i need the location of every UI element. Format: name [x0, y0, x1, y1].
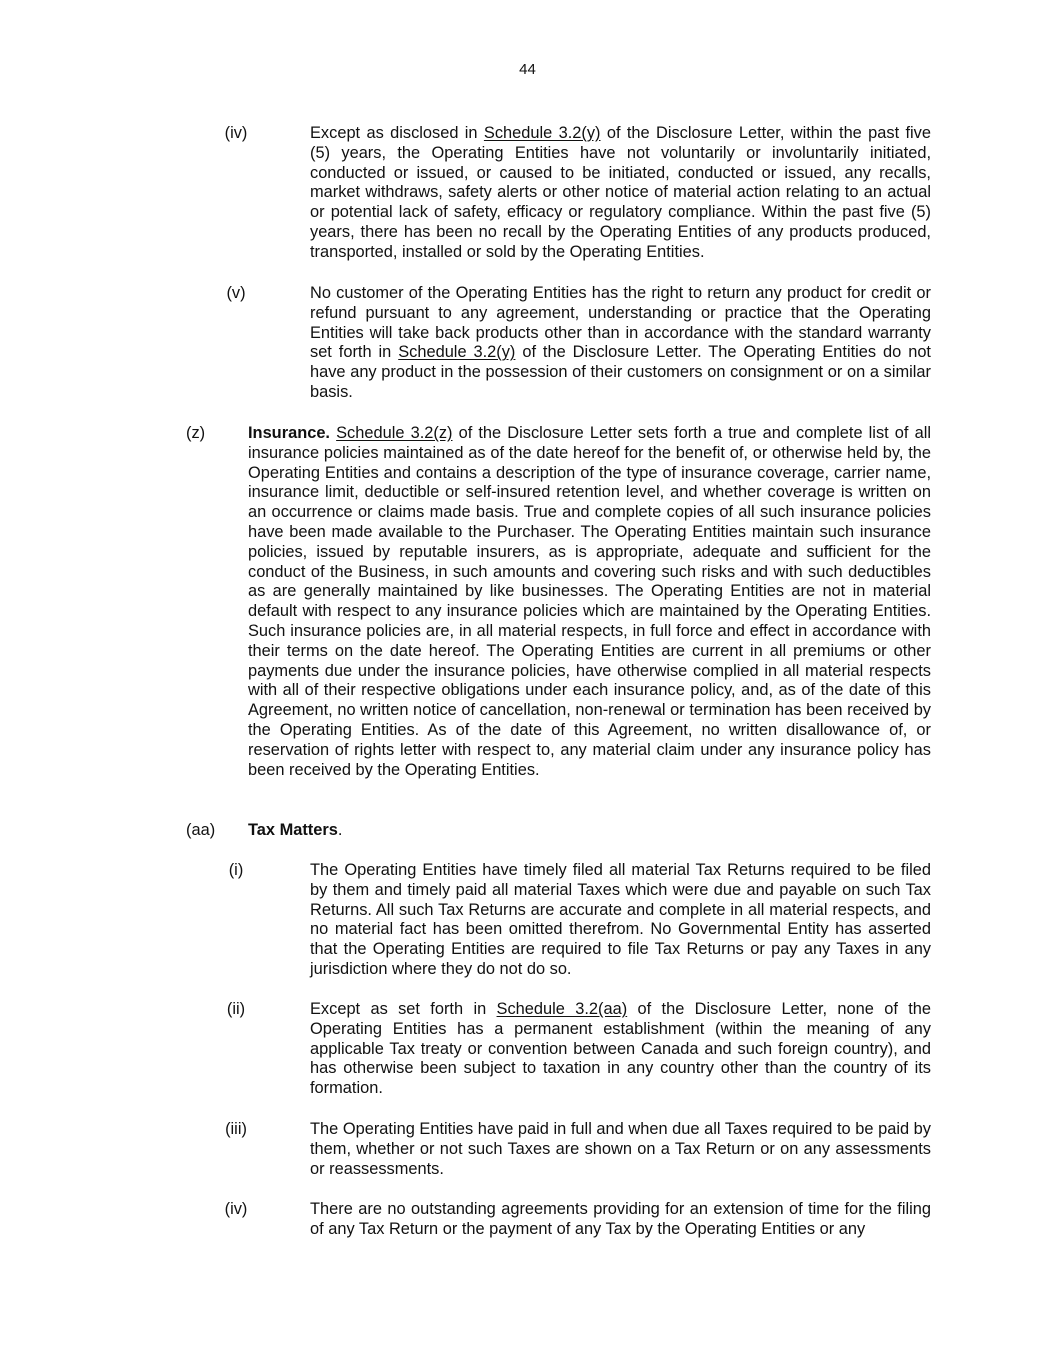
text-run: The Operating Entities have paid in full and when due all Taxes required to be paid by them, whether or not such Taxes are shown on a Tax Return or on any assessments or reassessments. [310, 1120, 931, 1178]
text-run: of the Disclosure Letter, none of the Operating Entities has a permanent establishment (within the meaning of any applicable Tax treaty or convention between Canada and such foreign country), and has otherwise been subject to taxation in any country other than the country of its formation. [310, 1000, 931, 1098]
clause-text [310, 861, 931, 980]
schedule-reference: Schedule 3.2(z) [336, 424, 453, 442]
clause-text [310, 284, 931, 403]
clause-label: (v) [226, 284, 246, 302]
schedule-reference: Schedule 3.2(y) [483, 124, 601, 142]
page-number: 44 [519, 61, 536, 78]
clause-text [310, 1200, 931, 1240]
text-run: of the Disclosure Letter sets forth a true and complete list of all insurance policies maintained as of the date hereof for the benefit of, or otherwise held by, the Operating Entities and contains a description of the type of insurance coverage, carrier name, insurance limit, deductible or self-insured retention level, and whether coverage is written on an occurrence or claims made basis. True and complete copies of all such insurance policies have been made available to the Purchaser. The Operating Entities maintain such insurance policies, issued by reputable insurers, as is appropriate, adequate and sufficient for the conduct of the Business, in such amounts and covering such risks and with such deductibles as are generally maintained by like businesses. The Operating Entities are not in material default with respect to any insurance policies which are maintained by the Operating Entities. Such insurance policies are, in all material respects, in full force and effect in accordance with their terms on the date hereof. The Operating Entities are current in all premiums or other payments due under the insurance policies, have otherwise complied in all material respects with all of their respective obligations under each insurance policy, and, as of the date of this Agreement, no written notice of cancellation, non-renewal or termination has been received by the Operating Entities. As of the date of this Agreement, no written disallowance of, or reservation of rights letter with respect to, any material claim under any insurance policy has been received by the Operating Entities. [248, 424, 931, 779]
text-run: Except as disclosed in [310, 124, 484, 142]
text-run: The Operating Entities have timely filed all material Tax Returns required to be filed by them and timely paid all material Taxes which were due and payable on such Tax Returns. All such Tax Returns are accurate and complete in all material respects, and no material fact has been omitted therefrom. No Governmental Entity has asserted that the Operating Entities are required to file Tax Returns or pay any Taxes in any jurisdiction where they do not do so. [310, 861, 931, 978]
clause-title: Insurance. [248, 424, 330, 442]
clause-label: (i) [228, 861, 244, 879]
clause-text [248, 424, 931, 780]
clause-text [310, 1120, 931, 1179]
text-run: There are no outstanding agreements providing for an extension of time for the filing of any Tax Return or the payment of any Tax by the Operating Entities or any [310, 1200, 931, 1238]
clause-label: (aa) [186, 821, 216, 839]
clause-label: (iv) [224, 1200, 248, 1218]
text-run: No customer of the Operating Entities has the right to return any product for credit or refund pursuant to any agreement, understanding or practice that the Operating Entities will take back products other than in accordance with the standard warranty set forth in [310, 284, 931, 362]
text-run: Except as set forth in [310, 1000, 497, 1018]
clause-label: (iv) [224, 124, 248, 142]
clause-text [310, 1000, 931, 1099]
clause-text [310, 124, 931, 263]
schedule-reference: Schedule 3.2(aa) [496, 1000, 628, 1018]
text-run: . [337, 821, 343, 839]
clause-label: (iii) [225, 1120, 247, 1138]
schedule-reference: Schedule 3.2(y) [398, 343, 516, 362]
text-run: of the Disclosure Letter, within the past five (5) years, the Operating Entities have not voluntarily or involuntarily initiated, conducted or issued, or caused to be initiated, conducted or issued, any recalls, market withdraws, safety alerts or other notice of material action relating to an actual or potential lack of safety, efficacy or regulatory compliance. Within the past five (5) years, there has been no recall by the Operating Entities of any products produced, transported, installed or sold by the Operating Entities. [310, 124, 931, 261]
clause-label: (ii) [226, 1000, 246, 1018]
clause-heading [248, 821, 931, 841]
clause-label: (z) [186, 424, 206, 442]
text-run: of the Disclosure Letter. The Operating Entities do not have any product in the possession of their customers on consignment or on a similar basis. [310, 343, 931, 401]
clause-title: Tax Matters [248, 821, 338, 839]
